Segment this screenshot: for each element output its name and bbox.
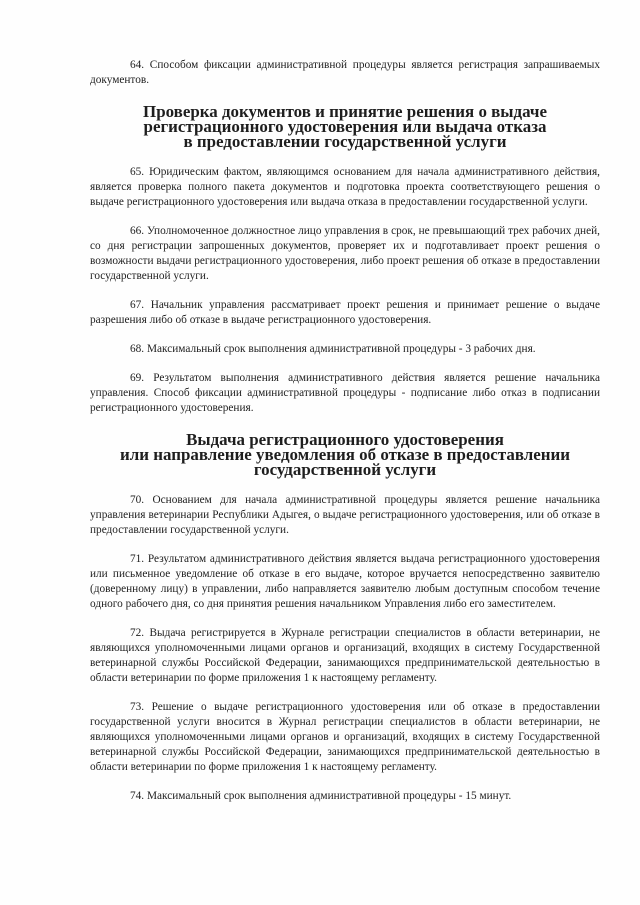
section-heading-document-check — [90, 104, 600, 149]
paragraph-69: 69. Результатом выполнения административного действия является решение начальника управления. Способ фиксации административной процедуры - подписание либо отказ в подписании регистрационного удостоверения. — [90, 372, 600, 414]
paragraph-68: 68. Максимальный срок выполнения административной процедуры - 3 рабочих дня. — [130, 343, 536, 355]
paragraph-73: 73. Решение о выдаче регистрационного удостоверения или об отказе в предоставлении государственной услуги вносится в Журнал регистрации специалистов в области ветеринарии, не являющихся уполномоченными лицами органов и организаций, входящих в систему Государственной ветеринарной службы Российской Федерации, занимающихся предпринимательской деятельностью в области ветеринарии по форме приложения 1 к настоящему регламенту. — [90, 701, 600, 773]
paragraph-70: 70. Основанием для начала административной процедуры является решение начальника управления ветеринарии Республики Адыгея, о выдаче регистрационного удостоверения, или об отказе в предоставлении государственной услуги. — [90, 494, 600, 536]
paragraph-64: 64. Способом фиксации административной процедуры является регистрация запрашиваемых документов. — [90, 59, 600, 86]
document-body — [90, 58, 600, 804]
heading-line: Выдача регистрационного удостоверения — [186, 430, 504, 449]
heading-line: регистрационного удостоверения или выдача отказа — [143, 117, 547, 136]
heading-line: или направление уведомления об отказе в предоставлении — [119, 445, 571, 464]
paragraph-67: 67. Начальник управления рассматривает проект решения и принимает решение о выдаче разрешения либо об отказе в выдаче регистрационного удостоверения. — [90, 299, 600, 326]
heading-line: государственной услуги — [253, 460, 437, 479]
paragraph-74: 74. Максимальный срок выполнения административной процедуры - 15 минут. — [130, 790, 512, 802]
section-heading-certificate-issue — [90, 432, 600, 477]
paragraph-65: 65. Юридическим фактом, являющимся основанием для начала административного действия, является проверка полного пакета документов и подготовка проекта соответствующего решения о выдаче регистрационного удостоверения или выдача отказа в предоставлении государственной услуги. — [90, 166, 600, 208]
paragraph-66: 66. Уполномоченное должностное лицо управления в срок, не превышающий трех рабочих дней, со дня регистрации запрошенных документов, проверяет их и подготавливает проект решения о возможности выдачи регистрационного удостоверения, либо проект решения об отказе в предоставлении государственной услуги. — [90, 225, 600, 282]
heading-line: в предоставлении государственной услуги — [183, 132, 507, 151]
paragraph-71: 71. Результатом административного действия является выдача регистрационного удостоверения или письменное уведомление об отказе в его выдаче, которое вручается непосредственно заявителю (доверенному лицу) в управлении, либо направляется заявителю любым доступным способом течение одного рабочего дня, со дня принятия решения начальником Управления либо его заместителем. — [90, 553, 600, 610]
heading-line: Проверка документов и принятие решения о выдаче — [143, 102, 547, 121]
paragraph-72: 72. Выдача регистрируется в Журнале регистрации специалистов в области ветеринарии, не являющихся уполномоченными лицами органов и организаций, входящих в систему Государственной ветеринарной службы Российской Федерации, занимающихся предпринимательской деятельностью в области ветеринарии по форме приложения 1 к настоящему регламенту. — [90, 627, 600, 684]
